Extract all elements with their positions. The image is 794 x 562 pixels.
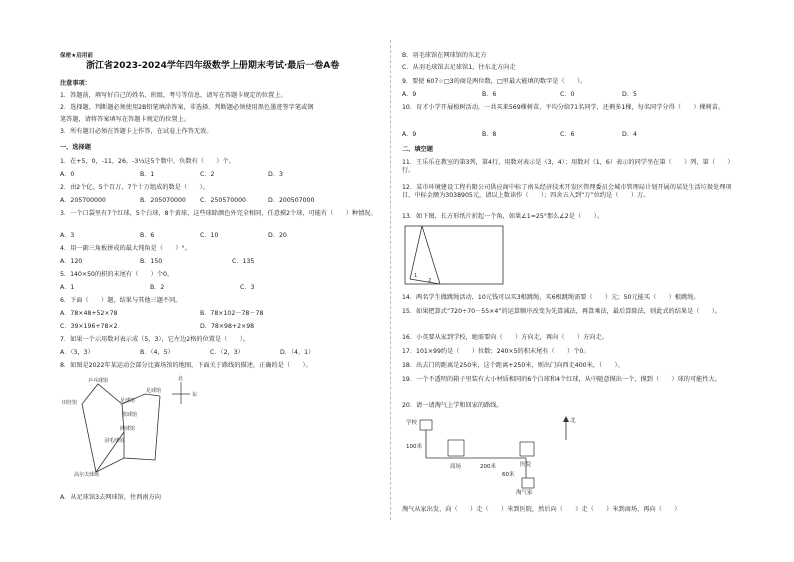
exam-title: 浙江省2023-2024学年四年级数学上册期末考试·最后一卷A卷 xyxy=(86,61,340,71)
secret-label: 保密★启用前 xyxy=(60,53,93,59)
q5-opt-b: B．2 xyxy=(150,284,165,291)
q5-text: 5．140×50的积的末尾有（ ）个0。 xyxy=(60,271,174,278)
q7-text: 7．如果一个示用数对表示成（5，3），它左边2格的位置是（ ）。 xyxy=(60,336,249,343)
map-place-2: 足球馆 xyxy=(120,398,136,404)
q7-opt-c: C．（2，3） xyxy=(210,349,244,356)
q2-text: 2．由2个亿、5个百万、7个十万组成的数是（ ）。 xyxy=(60,184,209,191)
q20-answer-line: 淘气从家出发，向（ ）走（ ）米到医院，然后向（ ）走（ ）米到商场，再向（ ） xyxy=(402,506,681,513)
q1-opt-b: B．1 xyxy=(140,171,155,178)
map-place-3: 足球馆 xyxy=(146,388,162,394)
q6-opt-c: C．39×196+78×2 xyxy=(60,323,118,330)
q1-opt-d: D．3 xyxy=(268,171,283,178)
q10-text: 10．育才小学开展植树活动，一共买来569棵树苗，平均分给71名同学，还剩多1棵，每名同学分得（ ）棵树苗。 xyxy=(402,104,725,111)
q10-opt-c: C．6 xyxy=(560,131,575,138)
svg-text:2: 2 xyxy=(428,278,432,284)
notice-2: 2．选择题、判断题必须使用2B铅笔填涂答案，非选择、判断题必须使用黑色墨迹签字笔或钢 xyxy=(60,104,314,111)
section1-title: 一、选择题 xyxy=(60,144,91,151)
q9-opt-a: A．9 xyxy=(402,91,417,98)
q11-text: 11．王乐乐在教室的第3列，第4行，用数对表示是（3，4）；用数对（1，6）表示的同学坐在第（ ）列，第（ ）行。 xyxy=(402,159,734,174)
route-hospital: 医院 xyxy=(520,462,532,468)
q7-opt-a: A．（3，3） xyxy=(60,349,94,356)
q10-opt-b: B．8 xyxy=(482,131,497,138)
q18-text: 18．出去门的距离是250米，这个距离+250米，则出门向西走400米，（ ）。 xyxy=(402,362,624,369)
q3-opt-d: D．20 xyxy=(268,232,287,239)
q2-opt-b: B．205070000 xyxy=(140,197,186,204)
q13-text: 13．如下图，长方形纸片折起一个角，如果∠1=25°那么∠2是（ ）。 xyxy=(402,213,603,220)
q6-opt-b: B．78×102－78－78 xyxy=(200,310,264,317)
route-mall: 商场 xyxy=(450,464,462,470)
q1-opt-c: C．2 xyxy=(200,171,215,178)
route-d2: 200米 xyxy=(480,464,496,470)
route-figure xyxy=(404,412,594,496)
q2-opt-d: D．200507000 xyxy=(268,197,315,204)
route-home: 淘气家 xyxy=(516,490,533,496)
map-place-1: 乒乓球馆 xyxy=(88,378,109,384)
q8-opt-c: C．从羽毛球馆去足球馆1，往东北方向走 xyxy=(402,64,516,71)
q10-opt-a: A．9 xyxy=(402,131,417,138)
q9-opt-d: D．5 xyxy=(622,91,637,98)
route-school: 学校 xyxy=(406,420,418,426)
q6-opt-a: A．78×48+52×78 xyxy=(60,310,118,317)
q7-opt-d: D．（4，1） xyxy=(280,349,315,356)
q20-text: 20．请一请淘气上学和回家的路线。 xyxy=(402,402,503,409)
notice-2b: 笔答题，请将答案填写在答题卡规定的位置上。 xyxy=(60,116,190,123)
map-place-4: 篮球馆 xyxy=(122,412,138,418)
notice-3: 3．所有题目必须在答题卡上作答，在试卷上作答无效。 xyxy=(60,128,213,135)
q7-opt-b: B．（4，5） xyxy=(140,349,174,356)
q19-text: 19．一个不透明的箱子里装有大小材质相同的6个白球和4个红球，从中随意摸出一个，摸到（ ）球的可能性大。 xyxy=(402,376,721,383)
route-d3: 60米 xyxy=(502,472,515,478)
q4-opt-c: C．135 xyxy=(232,258,255,265)
notice-1: 1．答题前，填写好自己的姓名、班级、考号等信息，请写在答题卡规定的位置上。 xyxy=(60,92,287,99)
q2-opt-a: A．205700000 xyxy=(60,197,106,204)
venue-map-figure xyxy=(60,374,210,484)
q9-text: 9．要使 607☆□3的商是两位数，□里最大能填的数字是（ ）。 xyxy=(402,78,587,85)
q9-opt-b: B．6 xyxy=(482,91,497,98)
column-divider xyxy=(390,40,392,520)
q4-text: 4．用一副三角板拼成的最大钝角是（ ）°。 xyxy=(60,245,191,252)
q4-opt-a: A．120 xyxy=(60,258,83,265)
q15-text: 15．如果把算式“720÷70－55×4”的运算顺序改变为先算减法，再算乘法，最后算除法，则此式的结果是（ ）。 xyxy=(402,308,722,315)
q3-opt-c: C．10 xyxy=(200,232,219,239)
q1-opt-a: A．0 xyxy=(60,171,75,178)
q5-opt-a: A．1 xyxy=(60,284,75,291)
q3-text: 3．一个口袋里有7个红球，5个白球，8个黄球，这些球除颜色外完全相同，任意摸2个球，可能有（ ）种情况。 xyxy=(60,210,377,217)
q14-text: 14．两名学生做跳绳活动，10元钱可以买3根跳绳，买6根跳绳需要（ ）元；50元能买（ ）根跳绳。 xyxy=(402,294,700,301)
q1-text: 1．在+5，0，-11，26，-3⅓这5个数中，负数有（ ）个。 xyxy=(60,158,235,165)
q8-opt-a: A．从足球馆3去网球馆，往西南方向 xyxy=(60,494,161,501)
folded-rectangle-figure xyxy=(404,225,504,287)
q8-opt-b: B．羽毛球馆在网球馆的东北方 xyxy=(402,52,487,59)
q2-opt-c: C．250570000 xyxy=(200,197,246,204)
q10-opt-d: D．4 xyxy=(622,131,637,138)
map-compass-north: 北 xyxy=(178,376,184,382)
map-place-6: 网球馆 xyxy=(120,426,136,432)
notice-title: 注意事项： xyxy=(60,80,91,87)
map-place-7: 羽毛球馆 xyxy=(104,438,125,444)
q12-text: 12．某市环境建设工程有限公司供应商中标了南头经济技术开发区管理委员会城市管理局计划开展的某处生活垃圾处理项目，中标金额为3038905元，请以上数读作（ ）；四舍五入到“万”位约是（ ）万。 xyxy=(402,184,732,199)
q16-text: 16．小英要从家到学校，她需要向（ ）方向走，再向（ ）方向走。 xyxy=(402,334,608,341)
map-compass-east: 东 xyxy=(192,392,198,398)
q3-opt-b: B．6 xyxy=(140,232,155,239)
route-north: 北 xyxy=(570,418,576,424)
q17-text: 17．101×99约是（ ）位数；240×5的积末尾有（ ）个0。 xyxy=(402,348,590,355)
q5-opt-c: C．3 xyxy=(240,284,255,291)
q8-text: 8．如图是2022年某运动会部分比赛场馆的地图，下面关于路线的描述，正确的是（ ）。 xyxy=(60,362,312,369)
svg-text:1: 1 xyxy=(414,273,418,279)
q9-opt-c: C．0 xyxy=(560,91,575,98)
q3-opt-a: A．3 xyxy=(60,232,75,239)
q4-opt-b: B．150 xyxy=(140,258,163,265)
map-place-8: 高尔夫球场 xyxy=(74,472,100,478)
map-place-5: 田径馆 xyxy=(62,400,78,406)
section2-title: 二、填空题 xyxy=(402,146,433,153)
q6-text: 6．下面（ ）题，结果与其他三题不同。 xyxy=(60,297,182,304)
q6-opt-d: D．78×98+2×98 xyxy=(200,323,255,330)
route-d1: 100米 xyxy=(406,444,422,450)
